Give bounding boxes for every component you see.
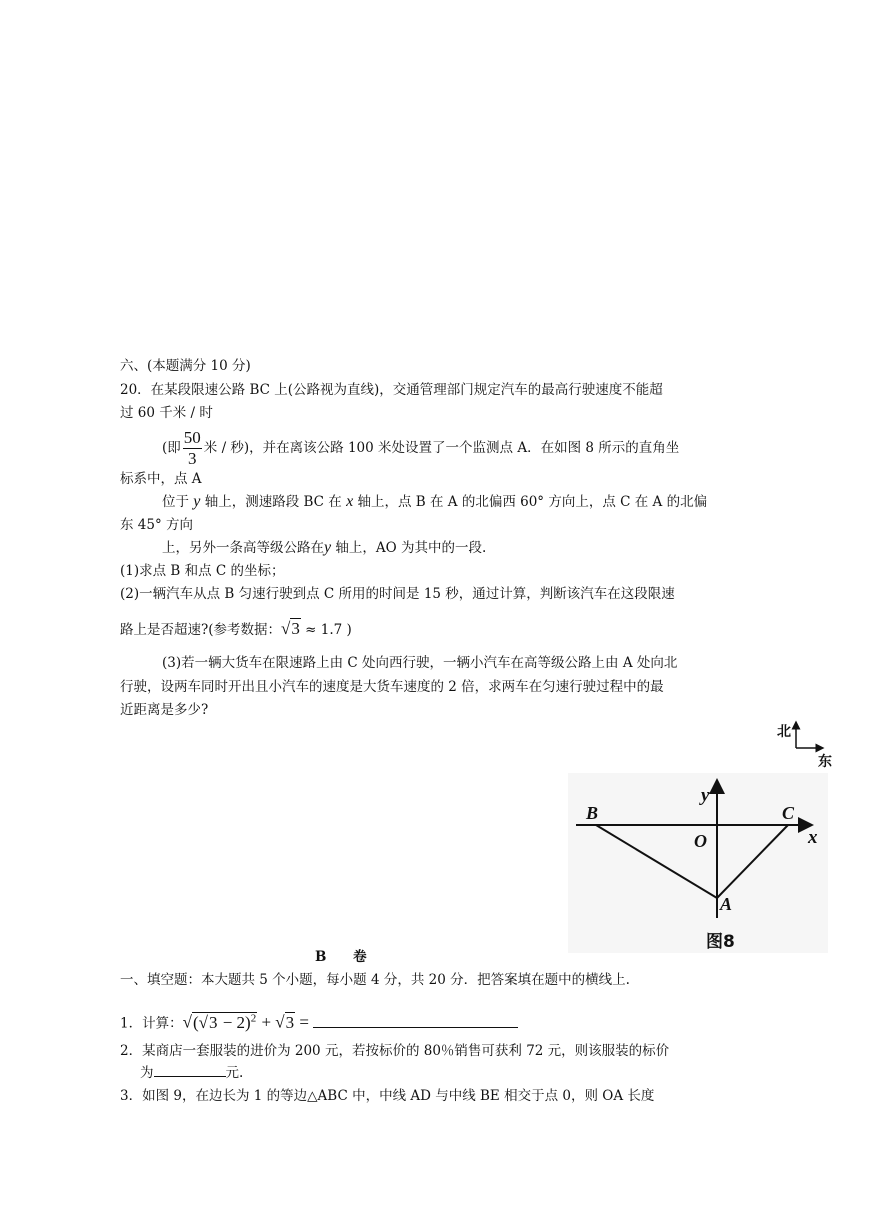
q20-line-1: 20．在某段限速公路 BC 上(公路视为直线)，交通管理部门规定汽车的最高行驶速度不能超 <box>120 382 663 398</box>
compass-east-label: 东 <box>818 754 832 770</box>
q1-prefix: 1．计算： <box>120 1015 183 1032</box>
label-A: A <box>720 894 733 914</box>
q20-line-2: 过 60 千米 / 时 <box>120 405 213 421</box>
q1-plus: + <box>257 1012 276 1032</box>
q20-sub-2-cont-pre: 路上是否超速?(参考数据： <box>120 622 282 638</box>
q20-line-5-c: 轴上，点 B 在 A 的北偏西 60° 方向上，点 C 在 A 的北偏 <box>353 494 708 510</box>
q1-outer-radicand: $(√3 - 2)^2$ <box>192 1012 257 1032</box>
q1-inner-radicand: 3 <box>208 1012 218 1032</box>
q20-line-3 <box>162 428 679 469</box>
label-O: O <box>694 831 707 851</box>
part-b-heading-letter: B <box>315 949 327 965</box>
q1-exponent: 2 <box>250 1012 257 1024</box>
q2-line-2-post: 元. <box>225 1065 244 1081</box>
part-b-intro: 一、填空题：本大题共 5 个小题，每小题 4 分，共 20 分．把答案填在题中的横线上. <box>120 972 630 988</box>
q1-line <box>120 1005 518 1037</box>
section-heading: 六、(本题满分 10 分) <box>120 358 251 374</box>
fraction-50-3 <box>183 428 202 469</box>
q1-sqrt-3: √3 <box>275 1012 295 1032</box>
sqrt-3-radicand: 3 <box>291 619 300 638</box>
q2-answer-blank[interactable] <box>154 1076 226 1077</box>
q20-line-3-post: 米 / 秒)，并在离该公路 100 米处设置了一个监测点 A．在如图 8 所示的直角坐 <box>203 440 680 456</box>
q1-minus-two: − 2) <box>218 1012 251 1032</box>
q1-outer-sqrt: $√(√3 - 2)^2$ <box>182 1012 257 1032</box>
label-C: C <box>782 803 795 823</box>
label-B: B <box>586 803 599 823</box>
q3-line-1: 3．如图 9，在边长为 1 的等边△ABC 中，中线 AD 与中线 BE 相交于点 0，则 OA 长度 <box>120 1088 655 1104</box>
x-axis-symbol: x <box>346 493 354 510</box>
fraction-denominator: 3 <box>188 449 197 468</box>
q20-sub-3-c: 近距离是多少? <box>120 702 209 718</box>
q20-sub-1: (1)求点 B 和点 C 的坐标； <box>120 563 285 579</box>
part-b-heading-word: 卷 <box>353 949 367 965</box>
q20-line-3-pre: (即 <box>162 440 181 456</box>
label-x: x <box>808 827 818 848</box>
q1-sqrt-3-radicand: 3 <box>285 1012 295 1032</box>
y-axis-symbol: y <box>193 493 201 510</box>
compass-north-label: 北 <box>777 724 791 740</box>
q20-line-7-b: 轴上，AO 为其中的一段. <box>331 540 487 556</box>
q20-line-4: 标系中，点 A <box>120 471 202 487</box>
q20-sub-2: (2)一辆汽车从点 B 匀速行驶到点 C 所用的时间是 15 秒，通过计算，判断该汽车在这段限速 <box>120 586 675 602</box>
part-b-heading <box>315 948 367 966</box>
q20-sub-2-cont-post: ≈ 1.7 ) <box>300 622 352 638</box>
figure-caption: 图8 <box>706 932 735 952</box>
fraction-numerator: 50 <box>183 428 201 447</box>
q1-equals: = <box>295 1012 314 1032</box>
q20-line-5 <box>162 493 707 511</box>
scan-background <box>568 773 828 953</box>
q2-line-2 <box>140 1064 243 1082</box>
q20-line-5-b: 轴上，测速路段 BC 在 <box>200 494 342 510</box>
q20-sub-2-cont <box>120 620 352 639</box>
q20-line-6: 东 45° 方向 <box>120 517 194 533</box>
q2-line-1: 2．某商店一套服装的进价为 200 元，若按标价的 80％销售可获利 72 元，则该服装的标价 <box>120 1043 670 1059</box>
q2-line-2-pre: 为 <box>140 1065 154 1081</box>
sqrt-3: √3 <box>281 619 300 638</box>
q20-line-5-a: 位于 <box>162 494 189 510</box>
figure-8 <box>568 718 834 954</box>
q20-sub-3-a: (3)若一辆大货车在限速路上由 C 处向西行驶，一辆小汽车在高等级公路上由 A 处向北 <box>162 655 678 671</box>
y-axis-symbol-2: y <box>324 539 332 556</box>
q20-line-7 <box>162 539 486 557</box>
q20-line-7-a: 上，另外一条高等级公路在 <box>162 540 324 556</box>
q1-open-paren: ( <box>192 1012 199 1032</box>
q20-sub-3-b: 行驶，设两车同时开出且小汽车的速度是大货车速度的 2 倍，求两车在匀速行驶过程中的最 <box>120 679 664 695</box>
q1-answer-blank[interactable] <box>313 1027 518 1028</box>
label-y: y <box>701 785 710 806</box>
